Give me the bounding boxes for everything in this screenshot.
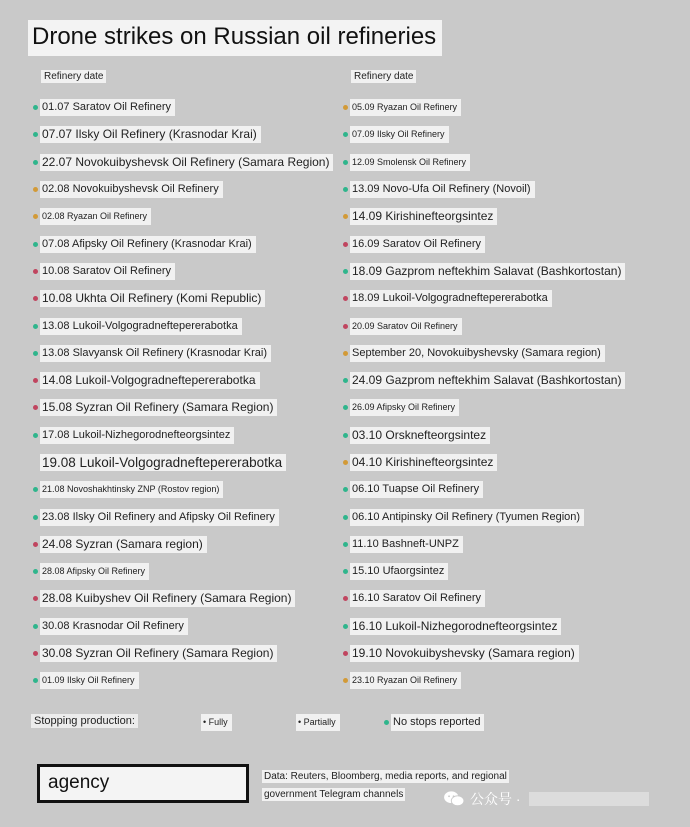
status-dot	[33, 187, 38, 192]
refinery-label: 06.10 Tuapse Oil Refinery	[350, 481, 483, 498]
refinery-label: 20.09 Saratov Oil Refinery	[350, 318, 462, 335]
refinery-row	[33, 585, 333, 612]
left-refinery-list	[33, 94, 333, 695]
refinery-row	[343, 503, 625, 530]
refinery-row	[343, 149, 625, 176]
refinery-row	[343, 613, 625, 640]
refinery-label: 13.08 Lukoil-Volgogradneftepererabotka	[40, 318, 242, 335]
refinery-label: 24.09 Gazprom neftekhim Salavat (Bashkortostan)	[350, 372, 625, 389]
refinery-row	[343, 230, 625, 257]
refinery-label: 17.08 Lukoil-Nizhegorodnefteorgsintez	[40, 427, 234, 444]
refinery-label: 24.08 Syzran (Samara region)	[40, 536, 207, 553]
status-dot	[343, 515, 348, 520]
refinery-label: 21.08 Novoshakhtinsky ZNP (Rostov region)	[40, 481, 223, 498]
legend-label: Stopping production:	[31, 714, 138, 728]
refinery-label: 02.08 Ryazan Oil Refinery	[40, 208, 151, 225]
refinery-row	[33, 640, 333, 667]
refinery-label: 03.10 Orsknefteorgsintez	[350, 427, 490, 444]
refinery-row	[343, 121, 625, 148]
status-dot	[33, 569, 38, 574]
refinery-label: 30.08 Krasnodar Oil Refinery	[40, 618, 188, 635]
refinery-row	[343, 258, 625, 285]
refinery-row	[33, 531, 333, 558]
status-dot	[343, 651, 348, 656]
status-dot	[343, 569, 348, 574]
refinery-row	[343, 367, 625, 394]
refinery-row	[33, 258, 333, 285]
status-dot	[343, 542, 348, 547]
legend-partially-label: • Partially	[296, 714, 340, 731]
refinery-label: 07.09 Ilsky Oil Refinery	[350, 126, 449, 143]
status-dot	[343, 351, 348, 356]
refinery-row	[33, 312, 333, 339]
refinery-row	[33, 476, 333, 503]
status-dot	[343, 405, 348, 410]
legend-no-stops	[384, 714, 484, 731]
refinery-row	[33, 367, 333, 394]
refinery-row	[343, 340, 625, 367]
refinery-label: 14.09 Kirishinefteorgsintez	[350, 208, 497, 225]
refinery-label: 28.08 Kuibyshev Oil Refinery (Samara Region)	[40, 590, 295, 607]
refinery-row	[343, 94, 625, 121]
legend-no-stops-dot	[384, 720, 389, 725]
refinery-label: 23.10 Ryazan Oil Refinery	[350, 672, 461, 689]
status-dot	[343, 269, 348, 274]
refinery-row	[33, 230, 333, 257]
page-title: Drone strikes on Russian oil refineries	[28, 20, 442, 56]
refinery-label: 18.09 Gazprom neftekhim Salavat (Bashkortostan)	[350, 263, 625, 280]
status-dot	[33, 651, 38, 656]
refinery-row	[33, 285, 333, 312]
refinery-row	[343, 558, 625, 585]
wechat-icon	[443, 790, 465, 808]
status-dot	[33, 624, 38, 629]
refinery-row	[33, 422, 333, 449]
refinery-label: 23.08 Ilsky Oil Refinery and Afipsky Oil Refinery	[40, 509, 279, 526]
refinery-label: 19.08 Lukoil-Volgogradneftepererabotka	[40, 454, 286, 471]
refinery-label: 19.10 Novokuibyshevsky (Samara region)	[350, 645, 579, 662]
refinery-row	[33, 203, 333, 230]
status-dot	[343, 433, 348, 438]
watermark	[443, 789, 649, 809]
status-dot	[33, 132, 38, 137]
status-dot	[33, 405, 38, 410]
refinery-row	[343, 585, 625, 612]
status-dot	[343, 596, 348, 601]
status-dot	[343, 242, 348, 247]
refinery-row	[33, 449, 333, 476]
refinery-label: 16.09 Saratov Oil Refinery	[350, 236, 485, 253]
refinery-label: September 20, Novokuibyshevsky (Samara region)	[350, 345, 605, 362]
refinery-label: 07.08 Afipsky Oil Refinery (Krasnodar Krai)	[40, 236, 256, 253]
refinery-label: 15.10 Ufaorgsintez	[350, 563, 448, 580]
status-dot	[343, 487, 348, 492]
status-dot	[33, 214, 38, 219]
refinery-label: 26.09 Afipsky Oil Refinery	[350, 399, 459, 416]
refinery-row	[33, 149, 333, 176]
status-dot	[343, 378, 348, 383]
refinery-label: 12.09 Smolensk Oil Refinery	[350, 154, 470, 171]
refinery-row	[343, 531, 625, 558]
status-dot	[343, 678, 348, 683]
status-dot	[33, 460, 38, 465]
refinery-row	[343, 312, 625, 339]
refinery-label: 10.08 Saratov Oil Refinery	[40, 263, 175, 280]
refinery-label: 14.08 Lukoil-Volgogradneftepererabotka	[40, 372, 260, 389]
refinery-row	[33, 121, 333, 148]
status-dot	[33, 160, 38, 165]
status-dot	[343, 460, 348, 465]
refinery-label: 05.09 Ryazan Oil Refinery	[350, 99, 461, 116]
refinery-label: 10.08 Ukhta Oil Refinery (Komi Republic)	[40, 290, 265, 307]
refinery-label: 30.08 Syzran Oil Refinery (Samara Region)	[40, 645, 277, 662]
refinery-label: 01.07 Saratov Oil Refinery	[40, 99, 175, 116]
source-line-1: Data: Reuters, Bloomberg, media reports, and regional	[264, 771, 507, 782]
status-dot	[343, 160, 348, 165]
right-column-header: Refinery date	[351, 70, 416, 83]
status-dot	[33, 378, 38, 383]
watermark-blur	[529, 792, 649, 806]
refinery-label: 15.08 Syzran Oil Refinery (Samara Region)	[40, 399, 277, 416]
agency-box	[37, 764, 249, 803]
refinery-row	[343, 176, 625, 203]
refinery-row	[343, 203, 625, 230]
status-dot	[343, 214, 348, 219]
refinery-label: 11.10 Bashneft-UNPZ	[350, 536, 463, 553]
status-dot	[33, 296, 38, 301]
refinery-label: 13.09 Novo-Ufa Oil Refinery (Novoil)	[350, 181, 535, 198]
refinery-label: 07.07 Ilsky Oil Refinery (Krasnodar Krai)	[40, 126, 261, 143]
status-dot	[33, 433, 38, 438]
right-refinery-list	[343, 94, 625, 695]
refinery-row	[33, 503, 333, 530]
legend-partially	[296, 714, 340, 731]
status-dot	[343, 624, 348, 629]
source-line-2: government Telegram channels	[264, 789, 404, 800]
refinery-label: 13.08 Slavyansk Oil Refinery (Krasnodar Krai)	[40, 345, 271, 362]
refinery-row	[343, 449, 625, 476]
refinery-row	[33, 94, 333, 121]
refinery-row	[33, 394, 333, 421]
refinery-row	[33, 176, 333, 203]
refinery-label: 06.10 Antipinsky Oil Refinery (Tyumen Region)	[350, 509, 584, 526]
refinery-row	[33, 667, 333, 694]
status-dot	[33, 242, 38, 247]
legend-no-stops-label: No stops reported	[391, 714, 484, 731]
refinery-label: 18.09 Lukoil-Volgogradneftepererabotka	[350, 290, 552, 307]
watermark-text: 公众号 ·	[470, 791, 521, 807]
status-dot	[343, 296, 348, 301]
refinery-label: 28.08 Afipsky Oil Refinery	[40, 563, 149, 580]
status-dot	[343, 187, 348, 192]
status-dot	[33, 324, 38, 329]
refinery-label: 02.08 Novokuibyshevsk Oil Refinery	[40, 181, 223, 198]
agency-label: agency	[48, 772, 110, 793]
status-dot	[33, 105, 38, 110]
refinery-row	[343, 422, 625, 449]
legend-fully	[201, 714, 232, 731]
refinery-row	[343, 285, 625, 312]
status-dot	[343, 105, 348, 110]
legend-fully-label: • Fully	[201, 714, 232, 731]
refinery-row	[343, 667, 625, 694]
status-dot	[33, 351, 38, 356]
refinery-row	[33, 558, 333, 585]
refinery-label: 01.09 Ilsky Oil Refinery	[40, 672, 139, 689]
refinery-row	[343, 476, 625, 503]
refinery-row	[343, 394, 625, 421]
status-dot	[33, 678, 38, 683]
refinery-label: 16.10 Lukoil-Nizhegorodnefteorgsintez	[350, 618, 561, 635]
status-dot	[33, 542, 38, 547]
status-dot	[33, 515, 38, 520]
left-column-header: Refinery date	[41, 70, 106, 83]
refinery-label: 22.07 Novokuibyshevsk Oil Refinery (Samara Region)	[40, 154, 333, 171]
status-dot	[343, 132, 348, 137]
refinery-row	[33, 340, 333, 367]
refinery-label: 04.10 Kirishinefteorgsintez	[350, 454, 497, 471]
refinery-label: 16.10 Saratov Oil Refinery	[350, 590, 485, 607]
status-dot	[33, 596, 38, 601]
status-dot	[343, 324, 348, 329]
refinery-row	[343, 640, 625, 667]
status-dot	[33, 487, 38, 492]
refinery-row	[33, 613, 333, 640]
status-dot	[33, 269, 38, 274]
